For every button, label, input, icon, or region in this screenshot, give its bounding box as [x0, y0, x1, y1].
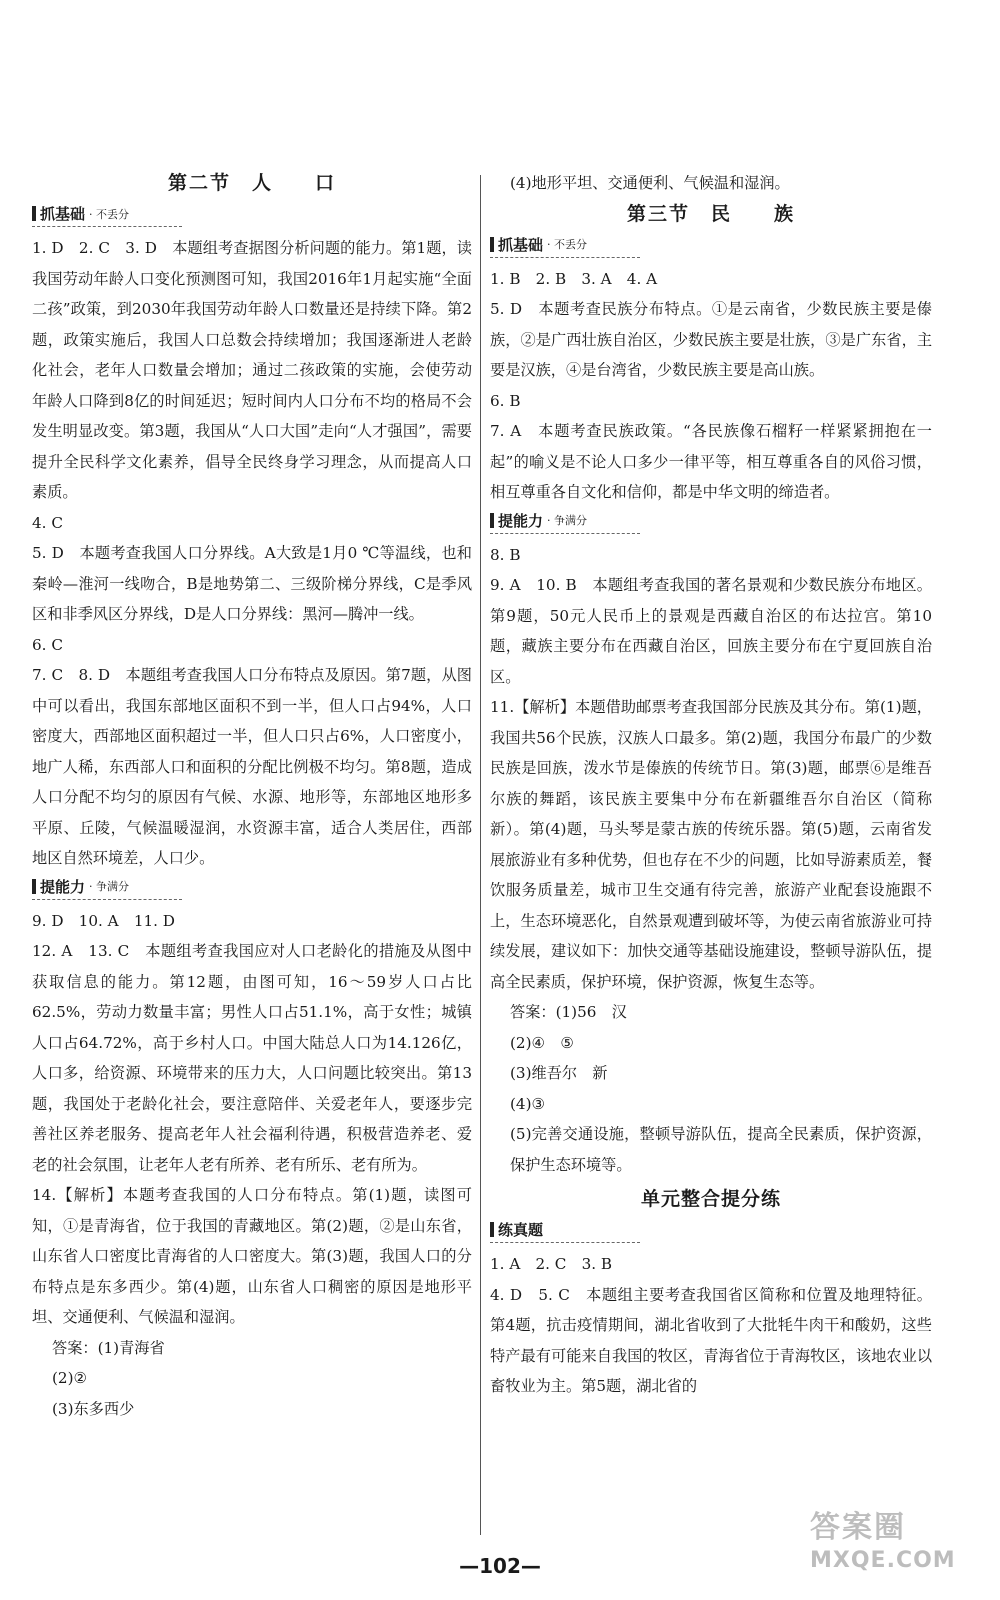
ability-heading — [490, 510, 640, 534]
heading-bar-icon — [490, 1222, 494, 1237]
answer-paragraph: 7. C 8. D 本题组考查我国人口分布特点及原因。第7题，从图中可以看出，我国东部地区面积不到一半，但人口占94%，人口密度大，西部地区面积超过一半，但人口只占6%，人口密度小，地广人稀，东西部人口和面积的分配比例极不均匀。第8题，造成人口分配不均匀的原因有气候、水源、地形等，东部地区地形多平原、丘陵，气候温暖湿润，水资源丰富，适合人类居住，西部地区自然环境差，人口少。 — [32, 666, 472, 867]
heading-bar-icon — [490, 237, 494, 252]
ability-heading — [32, 876, 182, 900]
watermark-url: MXQE.COM — [810, 1548, 956, 1573]
basic-heading-sub: · 不丢分 — [547, 238, 588, 251]
unit-title: 单元整合提分练 — [640, 1188, 781, 1210]
basic-heading — [490, 234, 640, 258]
basic-heading — [32, 203, 182, 227]
answer-paragraph: 5. D 本题考查民族分布特点。①是云南省，少数民族主要是傣族，②是广西壮族自治区，少数民族主要是壮族，③是广东省，主要是汉族，④是台湾省，少数民族主要是高山族。 — [490, 300, 932, 379]
basic-heading-label: 抓基础 — [40, 205, 86, 223]
answer-line: 答案：(1)56 汉 — [510, 1003, 627, 1021]
left-column — [32, 168, 472, 1424]
answer-paragraph: 9. A 10. B 本题组考查我国的著名景观和少数民族分布地区。第9题，50元人民币上的景观是西藏自治区的布达拉宫。第10题，藏族主要分布在西藏自治区，回族主要分布在宁夏回族自治区。 — [490, 576, 932, 686]
heading-bar-icon — [490, 513, 494, 528]
section-title-ethnicity: 第三节 民 族 — [626, 202, 795, 225]
ability-heading-sub: · 争满分 — [89, 880, 130, 893]
answer-paragraph: 7. A 本题考查民族政策。“各民族像石榴籽一样紧紧拥抱在一起”的喻义是不论人口多少一律平等，相互尊重各自的风俗习惯，相互尊重各自文化和信仰，都是中华文明的缔造者。 — [490, 422, 932, 501]
column-divider — [480, 175, 481, 1535]
answer-paragraph: 8. B — [490, 545, 521, 564]
watermark-logo — [810, 1502, 980, 1582]
answer-paragraph: 5. D 本题考查我国人口分界线。A大致是1月0 ℃等温线，也和秦岭—淮河一线吻合，B是地势第二、三级阶梯分界线，C是季风区和非季风区分界线，D是人口分界线：黑河—腾冲一线。 — [32, 544, 472, 623]
page-number: —102— — [459, 1554, 541, 1578]
answer-line: (2)② — [52, 1369, 88, 1387]
watermark-text: 答案圈 — [810, 1510, 906, 1545]
right-column — [490, 168, 932, 1402]
answer-paragraph: 4. D 5. C 本题组主要考查我国省区简称和位置及地理特征。第4题，抗击疫情期间，湖北省收到了大批牦牛肉干和酸奶，这些特产最有可能来自我国的牧区，青海省位于青海牧区，该地农业以畜牧业为主。第5题，湖北省的 — [490, 1285, 932, 1395]
answer-paragraph: 6. B — [490, 391, 521, 410]
answer-line: 答案：(1)青海省 — [52, 1338, 165, 1357]
practice-heading — [490, 1219, 640, 1243]
basic-heading-sub: · 不丢分 — [89, 207, 130, 221]
section-title-population: 第二节 人 口 — [167, 172, 336, 194]
answer-line: (3)维吾尔 新 — [510, 1064, 608, 1082]
answer-paragraph: 9. D 10. A 11. D — [32, 911, 175, 930]
answer-paragraph: 4. C — [32, 513, 63, 532]
ability-heading-sub: · 争满分 — [547, 514, 588, 527]
answer-line: (5)完善交通设施，整顿导游队伍，提高全民素质，保护资源，保护生态环境等。 — [510, 1125, 932, 1174]
answer-paragraph: 14.【解析】本题考查我国的人口分布特点。第(1)题，读图可知，①是青海省，位于我国的青藏地区。第(2)题，②是山东省，山东省人口密度比青海省的人口密度大。第(3)题，我国人口的分布特点是东多西少。第(4)题，山东省人口稠密的原因是地形平坦、交通便利、气候温和湿润。 — [32, 1186, 472, 1326]
answer-paragraph: 11.【解析】本题借助邮票考查我国部分民族及其分布。第(1)题，我国共56个民族，汉族人口最多。第(2)题，我国分布最广的少数民族是回族，泼水节是傣族的传统节日。第(3)题，邮票⑥是维吾尔族的舞蹈，该民族主要集中分布在新疆维吾尔自治区（简称新）。第(4)题，马头琴是蒙古族的传统乐器。第(5)题，云南省发展旅游业有多种优势，但也存在不少的问题，比如导游素质差，餐饮服务质量差，城市卫生交通有待完善，旅游产业配套设施跟不上，生态环境恶化，自然景观遭到破坏等，为使云南省旅游业可持续发展，建议如下：加快交通等基础设施建设，整顿导游队伍，提高全民素质，保护环境，保护资源，恢复生态等。 — [490, 698, 932, 991]
answer-paragraph: 1. A 2. C 3. B — [490, 1255, 613, 1273]
answer-line: (3)东多西少 — [52, 1399, 135, 1418]
heading-bar-icon — [32, 206, 36, 221]
answer-paragraph: 1. D 2. C 3. D 本题组考查据图分析问题的能力。第1题，读我国劳动年龄人口变化预测图可知，我国2016年1月起实施“全面二孩”政策，到2030年我国劳动年龄人口数量还是持续下降。第2题，政策实施后，我国人口总数会持续增加；我国逐渐进人老龄化社会，老年人口数量会增加；通过二孩政策的实施，会使劳动年龄人口降到8亿的时间延迟；短时间内人口分布不均的格局不会发生明显改变。第3题，我国从“人口大国”走向“人才强国”，需要提升全民科学文化素养，倡导全民终身学习理念，从而提高人口素质。 — [32, 239, 472, 501]
practice-heading-label: 练真题 — [498, 1221, 544, 1239]
ability-heading-label: 提能力 — [40, 877, 86, 896]
ability-heading-label: 提能力 — [498, 511, 544, 530]
answer-line: (4)③ — [510, 1094, 546, 1113]
answer-paragraph: 12. A 13. C 本题组考查我国应对人口老龄化的措施及从图中获取信息的能力。第12题，由图可知，16～59岁人口占比62.5%，劳动力数量丰富；男性人口占51.1%，高于女性；城镇人口占64.72%，高于乡村人口。中国大陆总人口为14.126亿，人口多，给资源、环境带来的压力大，人口问题比较突出。第13题，我国处于老龄化社会，要注意陪伴、关爱老年人，要逐步完善社区养老服务、提高老年人社会福利待遇，积极营造养老、爱老的社会氛围，让老年人老有所养、老有所乐、老有所为。 — [32, 942, 472, 1174]
basic-heading-label: 抓基础 — [498, 235, 544, 254]
answer-paragraph: 1. B 2. B 3. A 4. A — [490, 269, 658, 288]
heading-bar-icon — [32, 879, 36, 894]
answer-line: (2)④ ⑤ — [510, 1033, 574, 1052]
answer-line: (4)地形平坦、交通便利、气候温和湿润。 — [510, 174, 790, 192]
answer-paragraph: 6. C — [32, 635, 63, 654]
